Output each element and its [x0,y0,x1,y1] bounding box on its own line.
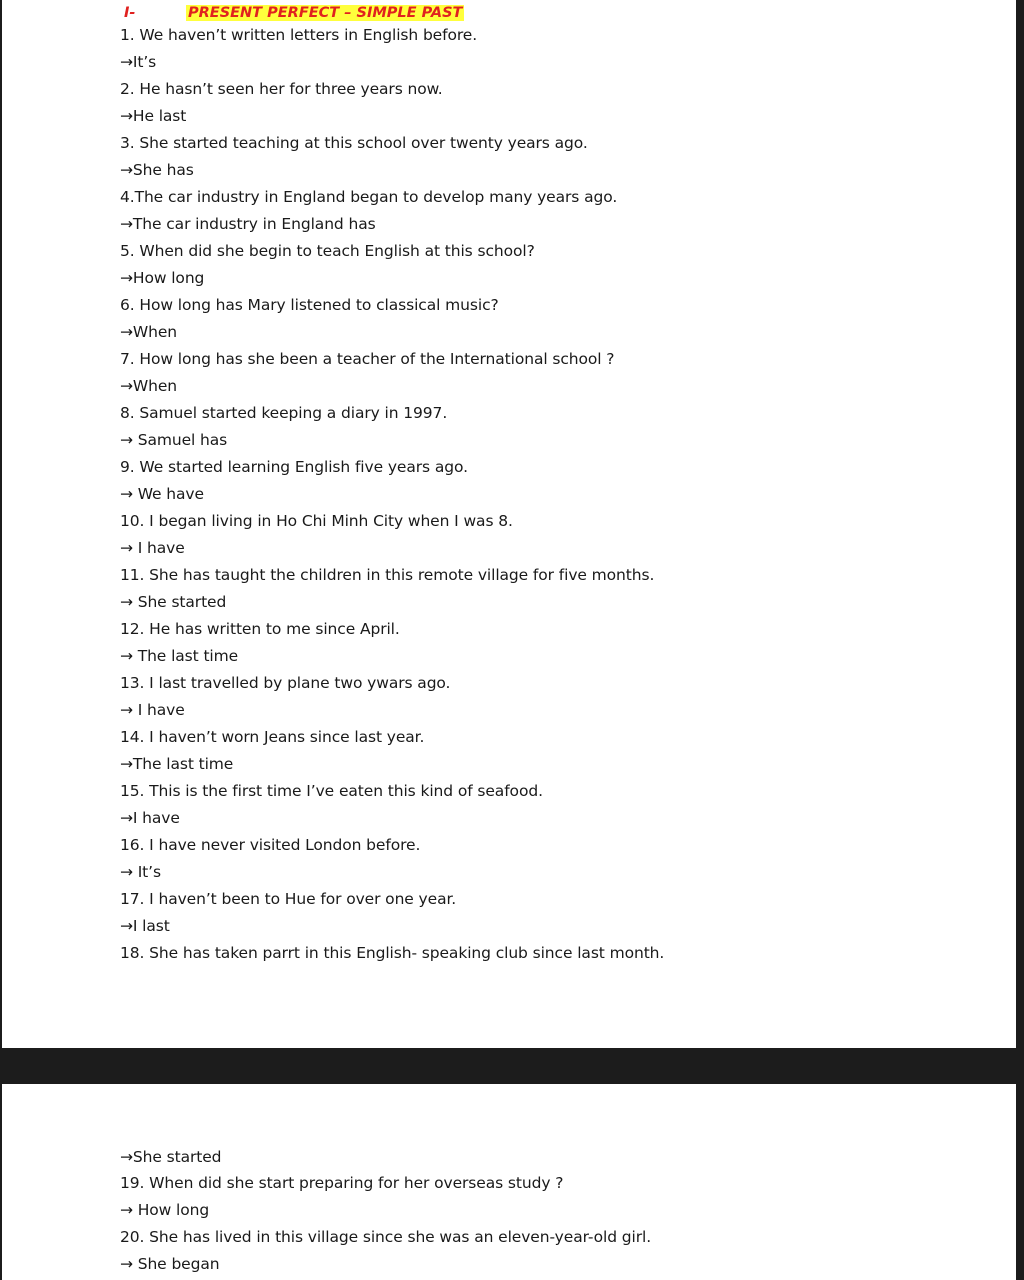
exercise-line: 10. I began living in Ho Chi Minh City when I was 8. [120,512,513,530]
answer-prompt: →The car industry in England has [120,215,376,233]
exercise-line: 6. How long has Mary listened to classical music? [120,296,499,314]
exercise-line: 11. She has taught the children in this remote village for five months. [120,566,655,584]
answer-prompt: → She started [120,593,227,611]
answer-prompt: →When [120,323,177,341]
answer-prompt: → She began [120,1255,220,1273]
exercise-line: 14. I haven’t worn Jeans since last year. [120,728,425,746]
answer-prompt: → I have [120,539,185,557]
answer-prompt: → The last time [120,647,239,665]
exercise-line: 12. He has written to me since April. [120,620,400,638]
answer-prompt: → I have [120,701,185,719]
document-page-2 [2,1084,1016,1280]
answer-prompt: →The last time [120,755,234,773]
answer-prompt: →It’s [120,53,157,71]
section-number: I- [124,5,136,21]
exercise-line: 18. She has taken parrt in this English- speaking club since last month. [120,944,665,962]
answer-prompt: →She has [120,161,194,179]
exercise-line: 1. We haven’t written letters in English before. [120,26,478,44]
answer-prompt: →He last [120,107,187,125]
exercise-line: 13. I last travelled by plane two ywars ago. [120,674,451,692]
answer-prompt: →I last [120,917,170,935]
answer-prompt: →I have [120,809,180,827]
exercise-line: 15. This is the first time I’ve eaten this kind of seafood. [120,782,543,800]
answer-prompt: → It’s [120,863,161,881]
exercise-line: 2. He hasn’t seen her for three years now. [120,80,443,98]
exercise-line: 5. When did she begin to teach English at this school? [120,242,535,260]
answer-prompt: → Samuel has [120,431,228,449]
exercise-line: 17. I haven’t been to Hue for over one year. [120,890,457,908]
section-heading [124,2,464,24]
answer-prompt: →She started [120,1148,222,1166]
exercise-line: 19. When did she start preparing for her overseas study ? [120,1174,564,1192]
page-separator [0,1048,1024,1084]
exercise-line: 8. Samuel started keeping a diary in 1997. [120,404,448,422]
section-title: PRESENT PERFECT – SIMPLE PAST [188,5,463,21]
exercise-line: 16. I have never visited London before. [120,836,421,854]
answer-prompt: →When [120,377,177,395]
answer-prompt: → How long [120,1201,210,1219]
exercise-line: 20. She has lived in this village since she was an eleven-year-old girl. [120,1228,652,1246]
answer-prompt: →How long [120,269,205,287]
exercise-line: 7. How long has she been a teacher of the International school ? [120,350,615,368]
exercise-line: 3. She started teaching at this school over twenty years ago. [120,134,588,152]
document-page-1 [2,0,1016,1048]
exercise-line: 4.The car industry in England began to develop many years ago. [120,188,618,206]
exercise-line: 9. We started learning English five years ago. [120,458,468,476]
answer-prompt: → We have [120,485,204,503]
